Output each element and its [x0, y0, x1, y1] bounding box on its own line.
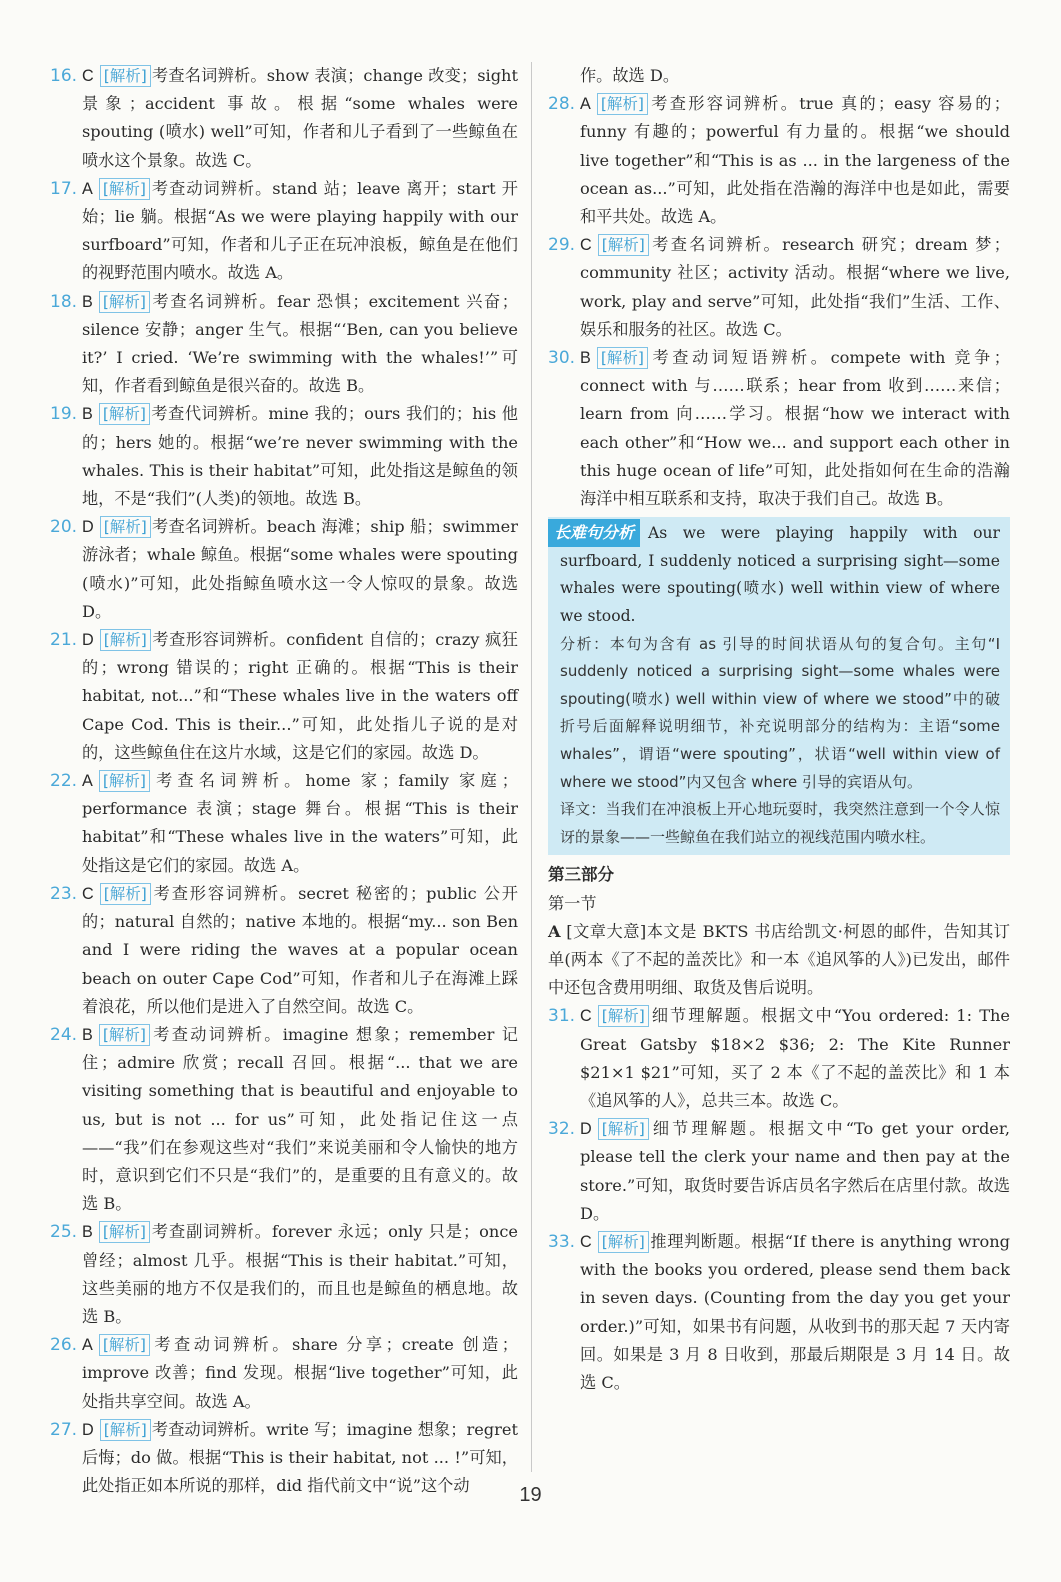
- explanation-text: 考查动词辨析。imagine 想象；remember 记住；admire 欣赏；recall 召回。根据“... that we are visiting something that is beautiful and enjoyable to us, but is not ... for us”可知，此处指记住这一点——“我”们在参观这些对“我们”来说美丽和令人愉快的地方时，意识到它们不只是“我们”的，是重要的且有意义的。故选 B。: [82, 1024, 518, 1214]
- analysis-tag: [解析]: [598, 1118, 649, 1140]
- analysis-tag: [解析]: [99, 1221, 150, 1243]
- question-number: 27.: [50, 1419, 78, 1440]
- analysis-tag: [解析]: [598, 1005, 649, 1027]
- answer-letter: C: [580, 1233, 592, 1252]
- answer-item: [50, 288, 518, 401]
- analysis-tag: [解析]: [99, 291, 150, 313]
- explanation-text: 考查名词辨析。research 研究；dream 梦；community 社区；activity 活动。根据“where we live, work, play and serve”可知，此处指“我们”生活、工作、娱乐和服务的社区。故选 C。: [580, 235, 1010, 339]
- explanation-text: 推理判断题。根据“If there is anything wrong with the books you ordered, please send them back in seven days. (Counting from the day you get your order.)”可知，如果书有问题，从收到书的那天起 7 天内寄回。如果是 3 月 8 日收到，那最后期限是 3 月 14 日。故选 C。: [580, 1232, 1010, 1393]
- explanation-text: 考查动词短语辨析。compete with 竞争；connect with 与……联系；hear from 收到……来信；learn from 向……学习。根据“how we interact with each other”和“How we... and support each other in this huge ocean of life”可知，此处指如何在生命的浩瀚海洋中相互联系和支持，取决于我们自己。故选 B。: [580, 348, 1010, 509]
- answer-item: [548, 344, 1010, 513]
- answer-item: [50, 626, 518, 767]
- long-sentence-analysis-box: [548, 517, 1010, 855]
- explanation-text: 考查动词辨析。share 分享；create 创造；improve 改善；find 发现。根据“live together”可知，此处指共享空间。故选 A。: [82, 1335, 518, 1411]
- answer-letter: A: [82, 1336, 93, 1355]
- analysis-tag: [解析]: [597, 347, 648, 369]
- summary-text: 本文是 BKTS 书店给凯文·柯恩的邮件，告知其订单(两本《了不起的盖茨比》和一本《追风筝的人》)已发出，邮件中还包含费用明细、取货及售后说明。: [548, 921, 1010, 998]
- analysis-tag: [解析]: [598, 234, 649, 256]
- analysis-translation: 译文：当我们在冲浪板上开心地玩耍时，我突然注意到一个令人惊讶的景象——一些鲸鱼在我们站立的视线范围内喷水柱。: [560, 800, 1000, 846]
- answer-letter: C: [580, 236, 592, 255]
- answer-item: [50, 767, 518, 880]
- answer-letter: B: [82, 405, 93, 424]
- answer-letter: B: [580, 349, 591, 368]
- explanation-text: 考查副词辨析。forever 永远；only 只是；once 曾经；almost 几乎。根据“This is their habitat.”可知，这些美丽的地方不仅是我们的，而且也是鲸鱼的栖息地。故选 B。: [82, 1222, 518, 1326]
- passage-label: A: [548, 921, 561, 941]
- analysis-tag: [解析]: [99, 403, 150, 425]
- question-number: 31.: [548, 1006, 576, 1027]
- column-divider: [531, 62, 532, 1472]
- question-number: 20.: [50, 517, 78, 538]
- section-title: 第一节: [548, 893, 597, 913]
- answer-item: [548, 231, 1010, 344]
- question-number: 26.: [50, 1335, 78, 1356]
- answer-letter: A: [82, 772, 93, 791]
- continued-text: 作。故选 D。: [580, 66, 680, 85]
- answer-letter: A: [580, 95, 591, 114]
- analysis-tag: [解析]: [100, 1419, 151, 1441]
- answer-item: [50, 1218, 518, 1331]
- analysis-tag: [解析]: [99, 178, 150, 200]
- analysis-heading: 长难句分析: [548, 519, 640, 547]
- answer-item: [50, 880, 518, 1021]
- question-number: 23.: [50, 883, 78, 904]
- answer-letter: B: [82, 1223, 93, 1242]
- answer-letter: C: [82, 884, 94, 903]
- answer-item: [548, 1002, 1010, 1115]
- answer-item: [50, 513, 518, 626]
- analysis-tag: [解析]: [99, 1024, 150, 1046]
- explanation-text: 考查名词辨析。fear 恐惧；excitement 兴奋；silence 安静；anger 生气。根据“‘Ben, can you believe it?’ I cried. ‘We’re swimming with the whales!’”可知，作者看到鲸鱼是很兴奋的。故选 B。: [82, 291, 518, 396]
- question-number: 28.: [548, 94, 576, 115]
- answer-item: [548, 1115, 1010, 1228]
- question-number: 30.: [548, 348, 576, 369]
- answer-letter: B: [82, 1025, 93, 1044]
- question-number: 17.: [50, 178, 78, 199]
- explanation-text: 考查形容词辨析。true 真的；easy 容易的；funny 有趣的；powerful 有力量的。根据“we should live together”和“This is as ... in the largeness of the ocean as...”可知，此处指在浩瀚的海洋中也是如此，需要和平共处。故选 A。: [580, 94, 1010, 227]
- explanation-text: 细节理解题。根据文中“You ordered: 1: The Great Gatsby $18×2 $36; 2: The Kite Runner $21×1 $21”可知，买了 2 本《了不起的盖茨比》和 1 本《追风筝的人》，总共三本。故选 C。: [580, 1006, 1010, 1110]
- explanation-text: 考查名词辨析。home 家；family 家庭；performance 表演；stage 舞台。根据“This is their habitat”和“These whales live in the waters”可知，此处指这是它们的家园。故选 A。: [82, 771, 518, 875]
- explanation-text: 考查名词辨析。beach 海滩；ship 船；swimmer 游泳者；whale 鲸鱼。根据“some whales were spouting (喷水)”可知，此处指鲸鱼喷水这一令人惊叹的景象。故选 D。: [82, 517, 518, 621]
- analysis-tag: [解析]: [598, 1231, 649, 1253]
- left-column: [50, 62, 518, 1500]
- question-number: 22.: [50, 771, 78, 792]
- question-number: 18.: [50, 291, 78, 312]
- question-number: 33.: [548, 1232, 576, 1253]
- answer-item: [548, 90, 1010, 231]
- explanation-text: 考查形容词辨析。secret 秘密的；public 公开的；natural 自然的；native 本地的。根据“my... son Ben and I were riding the waves at a popular ocean beach on outer Cape Cod”可知，作者和儿子在海滩上踩着浪花，所以他们是进入了自然空间。故选 C。: [82, 883, 518, 1016]
- answer-letter: A: [82, 179, 93, 198]
- answer-item: [50, 175, 518, 288]
- analysis-tag: [解析]: [99, 1334, 150, 1356]
- summary-tag: [文章大意]: [566, 921, 647, 941]
- answer-item: [548, 1228, 1010, 1397]
- part-title: 第三部分: [548, 865, 614, 885]
- explanation-text: 考查代词辨析。mine 我的；ours 我们的；his 他的；hers 她的。根据“we’re never swimming with the whales. This is their habitat”可知，此处指这是鲸鱼的领地，不是“我们”(人类)的领地。故选 B。: [82, 404, 518, 509]
- answer-letter: D: [82, 1420, 94, 1439]
- answer-item: [50, 1021, 518, 1218]
- question-number: 16.: [50, 66, 78, 86]
- question-number: 25.: [50, 1222, 78, 1243]
- answer-letter: C: [82, 67, 94, 85]
- passage-summary: [548, 918, 1010, 1003]
- analysis-tag: [解析]: [100, 883, 151, 905]
- analysis-tag: [解析]: [99, 770, 150, 792]
- explanation-text: 考查形容词辨析。confident 自信的；crazy 疯狂的；wrong 错误的；right 正确的。根据“This is their habitat, not...”和“These whales live in the waters off Cape Cod. This is their...”可知，此处指儿子说的是对的，这些鲸鱼住在这片水域，这是它们的家园。故选 D。: [82, 630, 518, 762]
- question-number: 21.: [50, 630, 78, 651]
- question-number: 29.: [548, 235, 576, 256]
- answer-item: [50, 400, 518, 513]
- question-number: 32.: [548, 1119, 576, 1140]
- explanation-text: 考查名词辨析。show 表演；change 改变；sight 景象；accident 事故。根据“some whales were spouting (喷水) well”可知，作者和儿子看到了一些鲸鱼在喷水这个景象。故选 C。: [82, 66, 518, 170]
- analysis-tag: [解析]: [597, 93, 648, 115]
- answer-letter: C: [580, 1007, 592, 1026]
- explanation-text: 细节理解题。根据文中“To get your order, please tell the clerk your name and then pay at the store.”可知，取货时要告诉店员名字然后在店里付款。故选 D。: [580, 1119, 1010, 1223]
- explanation-text: 考查动词辨析。stand 站；leave 离开；start 开始；lie 躺。根据“As we were playing happily with our surfboard”可知，作者和儿子正在玩冲浪板，鲸鱼是在他们的视野范围内喷水。故选 A。: [82, 178, 518, 283]
- analysis-tag: [解析]: [100, 65, 151, 87]
- answer-item: [50, 1331, 518, 1416]
- analysis-explanation: 分析：本句为含有 as 引导的时间状语从句的复合句。主句“I suddenly noticed a surprising sight—some whales were spouting(喷水) well within view of where we stood”中的破折号后面解释说明细节，补充说明部分的结构为：主语“some whales”，谓语“were spouting”，状语“well within view of where we stood”内又包含 where 引导的宾语从句。: [560, 634, 1000, 791]
- answer-letter: D: [580, 1120, 592, 1139]
- analysis-tag: [解析]: [100, 629, 151, 651]
- page-number: 19: [519, 1484, 542, 1506]
- answer-item: [50, 62, 518, 175]
- explanation-text: 考查动词辨析。write 写；imagine 想象；regret 后悔；do 做。根据“This is their habitat, not ... !”可知，此处指正如本所说的那样，did 指代前文中“说”这个动: [82, 1419, 518, 1496]
- answer-letter: D: [82, 518, 94, 537]
- answer-letter: D: [82, 631, 94, 650]
- question-number: 19.: [50, 404, 78, 425]
- analysis-tag: [解析]: [100, 516, 151, 538]
- question-number: 24.: [50, 1024, 78, 1045]
- right-column: [548, 62, 1010, 1397]
- answer-letter: B: [82, 292, 93, 311]
- analysis-sentence: As we were playing happily with our surfboard, I suddenly noticed a surprising sight—some whales were spouting(喷水) well within view of where we stood.: [560, 524, 1000, 626]
